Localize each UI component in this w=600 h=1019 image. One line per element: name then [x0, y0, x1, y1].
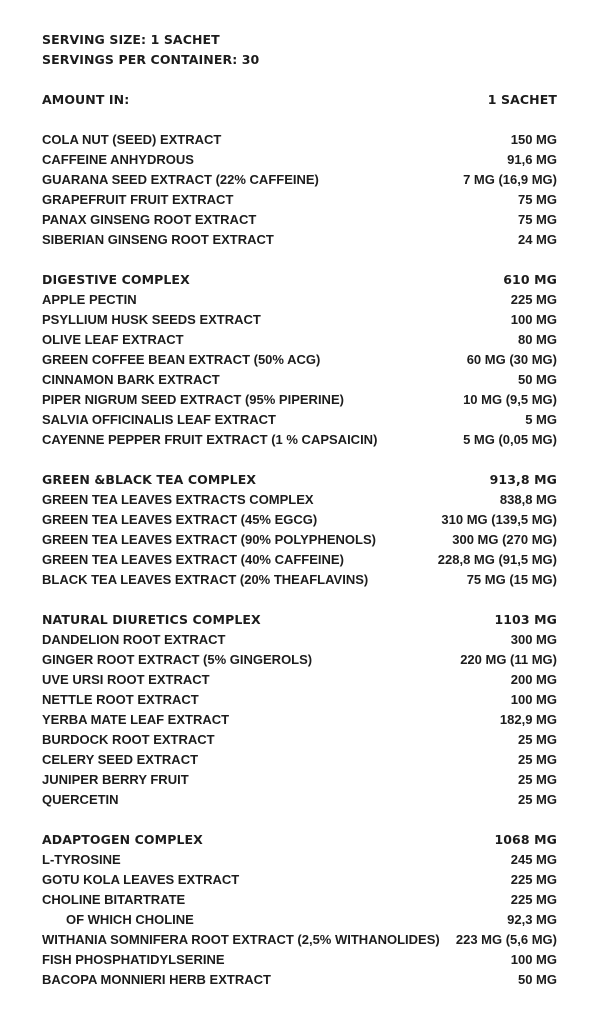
ingredient-row — [42, 870, 557, 890]
sachet-column-header: 1 SACHET — [487, 92, 557, 107]
ingredient-amount: 100 MG — [510, 312, 557, 327]
ingredient-amount: 25 MG — [517, 772, 557, 787]
ingredient-section — [42, 610, 557, 810]
ingredient-amount: 300 MG (270 MG) — [452, 532, 557, 547]
ingredient-sections — [42, 130, 557, 990]
ingredient-amount: 60 MG (30 MG) — [466, 352, 557, 367]
ingredient-name: GRAPEFRUIT FRUIT EXTRACT — [42, 192, 234, 207]
ingredient-name: NETTLE ROOT EXTRACT — [42, 692, 199, 707]
ingredient-name: APPLE PECTIN — [42, 292, 137, 307]
ingredient-amount: 220 MG (11 MG) — [460, 652, 557, 667]
servings-per-container: SERVINGS PER CONTAINER: 30 — [42, 52, 260, 67]
ingredient-row — [42, 170, 557, 190]
ingredient-amount: 10 MG (9,5 MG) — [463, 392, 557, 407]
ingredient-name: QUERCETIN — [42, 792, 119, 807]
ingredient-name: UVE URSI ROOT EXTRACT — [42, 672, 210, 687]
ingredient-row — [42, 930, 557, 950]
ingredient-amount: 838,8 MG — [499, 492, 557, 507]
ingredient-name: GREEN TEA LEAVES EXTRACT (40% CAFFEINE) — [42, 552, 344, 567]
ingredient-row — [42, 130, 557, 150]
ingredient-row — [42, 530, 557, 550]
ingredient-name: BLACK TEA LEAVES EXTRACT (20% THEAFLAVINS) — [42, 572, 369, 587]
ingredient-amount: 182,9 MG — [499, 712, 557, 727]
ingredient-amount: 200 MG — [510, 672, 557, 687]
ingredient-name: OLIVE LEAF EXTRACT — [42, 332, 184, 347]
ingredient-amount: 75 MG — [517, 192, 557, 207]
ingredient-amount: 25 MG — [517, 752, 557, 767]
section-title: GREEN &BLACK TEA COMPLEX — [42, 472, 257, 487]
ingredient-name: CINNAMON BARK EXTRACT — [42, 372, 220, 387]
ingredient-name: CAYENNE PEPPER FRUIT EXTRACT (1 % CAPSAICIN) — [42, 432, 378, 447]
ingredient-row — [42, 430, 557, 450]
section-amount: 610 MG — [503, 272, 557, 287]
ingredient-row — [42, 230, 557, 250]
ingredient-amount: 80 MG — [517, 332, 557, 347]
ingredient-amount: 24 MG — [517, 232, 557, 247]
ingredient-name: GREEN COFFEE BEAN EXTRACT (50% ACG) — [42, 352, 321, 367]
ingredient-amount: 75 MG (15 MG) — [466, 572, 557, 587]
ingredient-row — [42, 650, 557, 670]
ingredient-row — [42, 190, 557, 210]
section-amount: 913,8 MG — [489, 472, 557, 487]
ingredient-row — [42, 410, 557, 430]
ingredient-name: BACOPA MONNIERI HERB EXTRACT — [42, 972, 271, 987]
ingredient-row — [42, 730, 557, 750]
ingredient-row — [42, 150, 557, 170]
ingredient-amount: 50 MG — [517, 972, 557, 987]
ingredient-section — [42, 130, 557, 250]
ingredient-name: GINGER ROOT EXTRACT (5% GINGEROLS) — [42, 652, 313, 667]
column-header-row — [42, 90, 557, 110]
amount-in-label: AMOUNT IN: — [42, 92, 130, 107]
ingredient-name: SALVIA OFFICINALIS LEAF EXTRACT — [42, 412, 276, 427]
ingredient-row — [42, 370, 557, 390]
ingredient-row — [42, 390, 557, 410]
ingredient-row — [42, 210, 557, 230]
ingredient-name: CELERY SEED EXTRACT — [42, 752, 199, 767]
ingredient-row — [42, 710, 557, 730]
ingredient-name: L-TYROSINE — [42, 852, 121, 867]
ingredient-row — [42, 770, 557, 790]
ingredient-row — [42, 910, 557, 930]
ingredient-row — [42, 690, 557, 710]
ingredient-row — [42, 570, 557, 590]
ingredient-row — [42, 290, 557, 310]
section-title: ADAPTOGEN COMPLEX — [42, 832, 203, 847]
ingredient-name: CAFFEINE ANHYDROUS — [42, 152, 194, 167]
ingredient-name: CHOLINE BITARTRATE — [42, 892, 186, 907]
section-amount: 1068 MG — [494, 832, 557, 847]
ingredient-name: PANAX GINSENG ROOT EXTRACT — [42, 212, 257, 227]
section-header-row — [42, 270, 557, 290]
ingredient-amount: 225 MG — [510, 892, 557, 907]
ingredient-row — [42, 850, 557, 870]
ingredient-name: WITHANIA SOMNIFERA ROOT EXTRACT (2,5% WITHANOLIDES) — [42, 932, 440, 947]
ingredient-row — [42, 950, 557, 970]
ingredient-name: YERBA MATE LEAF EXTRACT — [42, 712, 230, 727]
ingredient-amount: 75 MG — [517, 212, 557, 227]
ingredient-section — [42, 270, 557, 450]
ingredient-row — [42, 510, 557, 530]
section-header-row — [42, 470, 557, 490]
ingredient-name: GREEN TEA LEAVES EXTRACTS COMPLEX — [42, 492, 314, 507]
ingredient-row — [42, 970, 557, 990]
ingredient-name: FISH PHOSPHATIDYLSERINE — [42, 952, 225, 967]
ingredient-amount: 310 MG (139,5 MG) — [441, 512, 557, 527]
ingredient-name: GUARANA SEED EXTRACT (22% CAFFEINE) — [42, 172, 319, 187]
ingredient-amount: 100 MG — [510, 952, 557, 967]
ingredient-name: COLA NUT (SEED) EXTRACT — [42, 132, 222, 147]
ingredient-amount: 25 MG — [517, 732, 557, 747]
ingredient-row — [42, 890, 557, 910]
section-amount: 1103 MG — [494, 612, 557, 627]
ingredient-amount: 100 MG — [510, 692, 557, 707]
ingredient-amount: 5 MG (0,05 MG) — [463, 432, 557, 447]
section-title: NATURAL DIURETICS COMPLEX — [42, 612, 261, 627]
ingredient-amount: 223 MG (5,6 MG) — [455, 932, 557, 947]
ingredient-amount: 92,3 MG — [507, 912, 557, 927]
ingredient-row — [42, 490, 557, 510]
ingredient-amount: 300 MG — [510, 632, 557, 647]
section-title: DIGESTIVE COMPLEX — [42, 272, 190, 287]
ingredient-amount: 5 MG — [525, 412, 557, 427]
ingredient-name: OF WHICH CHOLINE — [66, 912, 194, 927]
ingredient-name: GOTU KOLA LEAVES EXTRACT — [42, 872, 240, 887]
ingredient-row — [42, 630, 557, 650]
ingredient-amount: 50 MG — [517, 372, 557, 387]
ingredient-name: BURDOCK ROOT EXTRACT — [42, 732, 215, 747]
ingredient-amount: 91,6 MG — [507, 152, 557, 167]
ingredient-name: PIPER NIGRUM SEED EXTRACT (95% PIPERINE) — [42, 392, 344, 407]
ingredient-name: JUNIPER BERRY FRUIT — [42, 772, 189, 787]
ingredient-amount: 150 MG — [510, 132, 557, 147]
ingredient-amount: 245 MG — [510, 852, 557, 867]
section-header-row — [42, 610, 557, 630]
ingredient-name: DANDELION ROOT EXTRACT — [42, 632, 226, 647]
ingredient-amount: 25 MG — [517, 792, 557, 807]
ingredient-amount: 225 MG — [510, 872, 557, 887]
ingredient-row — [42, 670, 557, 690]
ingredient-row — [42, 790, 557, 810]
ingredient-amount: 228,8 MG (91,5 MG) — [437, 552, 557, 567]
ingredient-section — [42, 830, 557, 990]
section-header-row — [42, 830, 557, 850]
ingredient-row — [42, 330, 557, 350]
ingredient-row — [42, 350, 557, 370]
ingredient-name: GREEN TEA LEAVES EXTRACT (90% POLYPHENOLS) — [42, 532, 376, 547]
ingredient-amount: 225 MG — [510, 292, 557, 307]
ingredient-name: GREEN TEA LEAVES EXTRACT (45% EGCG) — [42, 512, 318, 527]
ingredient-row — [42, 310, 557, 330]
ingredient-name: PSYLLIUM HUSK SEEDS EXTRACT — [42, 312, 261, 327]
ingredient-row — [42, 750, 557, 770]
ingredient-name: SIBERIAN GINSENG ROOT EXTRACT — [42, 232, 274, 247]
ingredient-row — [42, 550, 557, 570]
ingredient-amount: 7 MG (16,9 MG) — [463, 172, 557, 187]
serving-size: SERVING SIZE: 1 SACHET — [42, 32, 220, 47]
ingredient-section — [42, 470, 557, 590]
